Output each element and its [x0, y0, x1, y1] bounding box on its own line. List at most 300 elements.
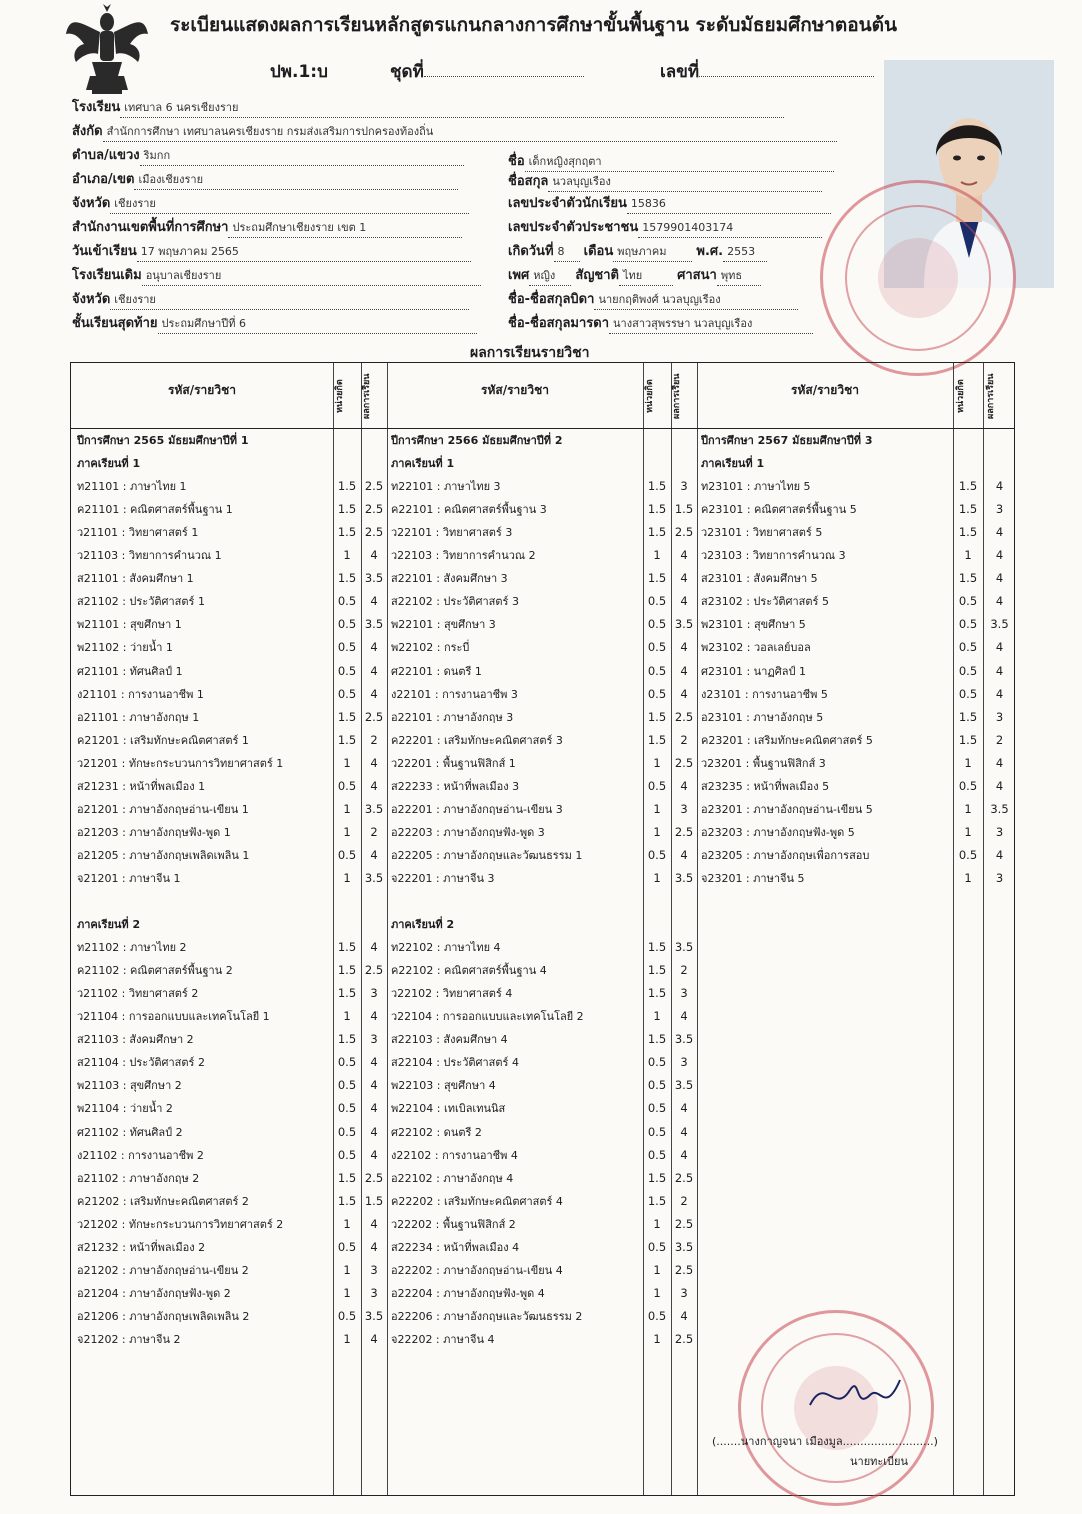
grade-cell: 4 [680, 1009, 688, 1024]
credit-cell: 1.5 [337, 502, 357, 517]
credit-cell: 1.5 [647, 1193, 667, 1208]
subject-cell: ส21103 : สังคมศึกษา 2 [77, 1033, 194, 1047]
subject-cell: จ21201 : ภาษาจีน 1 [77, 871, 181, 885]
previous-province-field: จังหวัด เชียงราย [72, 290, 469, 310]
enrollment-date-field: วันเข้าเรียน 17 พฤษภาคม 2565 [72, 242, 471, 262]
credit-cell: 0.5 [958, 663, 978, 678]
signature-icon [800, 1365, 920, 1425]
subject-cell: พ21101 : สุขศึกษา 1 [77, 618, 182, 632]
subject-cell: พ23102 : วอลเลย์บอล [701, 641, 811, 655]
grade-cell: 4 [680, 640, 688, 655]
grade-cell: 3 [370, 986, 378, 1001]
grade-cell: 4 [370, 640, 378, 655]
grade-cell: 2.5 [364, 525, 384, 540]
grade-cell: 2 [680, 732, 688, 747]
credit-column-header: หน่วยกิต [956, 379, 966, 413]
credit-cell: 1.5 [647, 479, 667, 494]
credit-cell: 1 [964, 870, 972, 885]
subject-cell: พ22101 : สุขศึกษา 3 [391, 618, 496, 632]
grade-cell: 2 [370, 732, 378, 747]
subject-cell: อ21206 : ภาษาอังกฤษเพลิดเพลิน 2 [77, 1309, 250, 1323]
subject-cell: ว21202 : ทักษะกระบวนการวิทยาศาสตร์ 2 [77, 1217, 284, 1231]
set-number-label: ชุดที่ [390, 62, 424, 82]
grade-cell: 4 [680, 847, 688, 862]
term-header: ภาคเรียนที่ 1 [391, 457, 455, 471]
subject-cell: ศ22102 : ดนตรี 2 [391, 1125, 482, 1139]
subject-cell: ว23201 : พื้นฐานฟิสิกส์ 3 [701, 756, 826, 770]
credit-cell: 1.5 [647, 709, 667, 724]
subject-cell: ส22234 : หน้าที่พลเมือง 4 [391, 1240, 520, 1254]
grade-cell: 4 [370, 594, 378, 609]
grade-cell: 4 [680, 1147, 688, 1162]
grade-cell: 1.5 [674, 502, 694, 517]
last-grade-field: ชั้นเรียนสุดท้าย ประถมศึกษาปีที่ 6 [72, 314, 477, 334]
grade-cell: 3 [680, 986, 688, 1001]
credit-cell: 1.5 [647, 525, 667, 540]
credit-cell: 1.5 [958, 571, 978, 586]
form-code: ปพ.1:บ [270, 62, 328, 82]
grade-cell: 3.5 [990, 801, 1009, 816]
credit-cell: 1 [343, 1331, 351, 1346]
subject-cell: ค21101 : คณิตศาสตร์พื้นฐาน 1 [77, 503, 233, 517]
grade-cell: 4 [995, 640, 1004, 655]
credit-cell: 0.5 [337, 594, 357, 609]
credit-cell: 0.5 [337, 1308, 357, 1323]
subject-cell: อ21201 : ภาษาอังกฤษอ่าน-เขียน 1 [77, 802, 249, 816]
education-office-field: สำนักงานเขตพื้นที่การศึกษา ประถมศึกษาเชียงราย เขต 1 [72, 218, 462, 238]
grade-cell: 4 [995, 755, 1004, 770]
credit-cell: 0.5 [337, 1147, 357, 1162]
subject-cell: ง22102 : การงานอาชีพ 4 [391, 1148, 518, 1162]
credit-cell: 1.5 [647, 986, 667, 1001]
sex-nationality-religion-field: เพศ หญิง สัญชาติ ไทย ศาสนา พุทธ [508, 266, 761, 286]
subject-cell: ว21103 : วิทยาการคำนวณ 1 [77, 549, 222, 563]
results-section-title: ผลการเรียนรายวิชา [470, 345, 590, 361]
grade-cell: 3 [370, 1262, 378, 1277]
subject-cell: ท23101 : ภาษาไทย 5 [701, 480, 811, 494]
grade-cell: 4 [680, 778, 688, 793]
grade-column-header: ผลการเรียน [986, 373, 996, 419]
subject-cell: พ22104 : เทเบิลเทนนิส [391, 1102, 506, 1116]
grade-cell: 3.5 [364, 571, 384, 586]
credit-cell: 1 [343, 824, 351, 839]
subject-cell: ง21102 : การงานอาชีพ 2 [77, 1148, 204, 1162]
credit-cell: 0.5 [647, 594, 667, 609]
birth-date-field: เกิดวันที่ 8 เดือน พฤษภาคม พ.ศ. 2553 [508, 242, 767, 262]
subject-column-header: รหัส/รายวิชา [168, 383, 236, 397]
grade-cell: 4 [680, 571, 688, 586]
grade-cell: 4 [370, 1331, 378, 1346]
credit-cell: 1 [343, 755, 351, 770]
subject-cell: ว22104 : การออกแบบและเทคโนโลยี 2 [391, 1010, 584, 1024]
subject-cell: ว21201 : ทักษะกระบวนการวิทยาศาสตร์ 1 [77, 756, 284, 770]
credit-cell: 1.5 [337, 963, 357, 978]
registrar-position: นายทะเบียน [850, 1455, 909, 1468]
grade-cell: 3 [370, 1032, 378, 1047]
credit-cell: 1.5 [647, 1170, 667, 1185]
grade-cell: 4 [680, 1124, 688, 1139]
grade-cell: 2.5 [364, 502, 384, 517]
credit-cell: 0.5 [958, 617, 978, 632]
grade-cell: 2 [370, 824, 378, 839]
subject-column-header: รหัส/รายวิชา [481, 383, 549, 397]
subject-cell: ว21102 : วิทยาศาสตร์ 2 [77, 987, 199, 1001]
credit-cell: 0.5 [647, 1078, 667, 1093]
credit-cell: 1 [653, 801, 661, 816]
grade-cell: 3.5 [364, 617, 384, 632]
credit-cell: 0.5 [337, 1101, 357, 1116]
term-header: ภาคเรียนที่ 1 [77, 457, 141, 471]
subject-cell: ส21231 : หน้าที่พลเมือง 1 [77, 779, 206, 793]
previous-school-field: โรงเรียนเดิม อนุบาลเชียงราย [72, 266, 481, 286]
credit-cell: 0.5 [647, 686, 667, 701]
subject-cell: ค23101 : คณิตศาสตร์พื้นฐาน 5 [701, 503, 857, 517]
grade-cell: 2.5 [674, 1331, 694, 1346]
term-header: ภาคเรียนที่ 2 [391, 918, 455, 932]
grade-cell: 4 [370, 778, 378, 793]
credit-cell: 1.5 [958, 479, 978, 494]
grade-cell: 2 [995, 732, 1004, 747]
credit-cell: 1 [343, 801, 351, 816]
student-surname-field: ชื่อสกุล นวลบุญเรือง [508, 172, 822, 192]
subject-cell: ส21232 : หน้าที่พลเมือง 2 [77, 1240, 206, 1254]
credit-cell: 1 [653, 1331, 661, 1346]
credit-cell: 0.5 [647, 1147, 667, 1162]
subject-cell: ค21202 : เสริมทักษะคณิตศาสตร์ 2 [77, 1194, 249, 1208]
credit-cell: 1 [653, 548, 661, 563]
subject-cell: อ22102 : ภาษาอังกฤษ 4 [391, 1171, 514, 1185]
grade-cell: 4 [995, 594, 1004, 609]
credit-cell: 0.5 [337, 847, 357, 862]
credit-cell: 1 [343, 870, 351, 885]
credit-cell: 1 [343, 1216, 351, 1231]
credit-cell: 0.5 [337, 1239, 357, 1254]
grade-cell: 2.5 [364, 1170, 384, 1185]
subject-cell: ว22103 : วิทยาการคำนวณ 2 [391, 549, 536, 563]
grade-cell: 2.5 [364, 963, 384, 978]
subject-cell: อ22201 : ภาษาอังกฤษอ่าน-เขียน 3 [391, 802, 563, 816]
grade-cell: 2.5 [364, 479, 384, 494]
credit-cell: 1.5 [647, 940, 667, 955]
credit-cell: 0.5 [337, 1055, 357, 1070]
credit-cell: 1 [653, 755, 661, 770]
subject-cell: อ23203 : ภาษาอังกฤษฟัง-พูด 5 [701, 825, 855, 839]
grade-cell: 2.5 [674, 1170, 694, 1185]
credit-cell: 1.5 [337, 709, 357, 724]
subject-cell: ส22102 : ประวัติศาสตร์ 3 [391, 595, 519, 609]
subject-cell: ศ21102 : ทัศนศิลป์ 2 [77, 1125, 183, 1139]
registrar-name: (.......นางกาญจนา เมืองมูล..........................) [712, 1435, 938, 1448]
credit-cell: 0.5 [958, 640, 978, 655]
grade-cell: 4 [370, 940, 378, 955]
subject-cell: อ21102 : ภาษาอังกฤษ 2 [77, 1171, 200, 1185]
subject-cell: ว21101 : วิทยาศาสตร์ 1 [77, 526, 199, 540]
grade-cell: 3.5 [674, 940, 694, 955]
grade-cell: 3.5 [674, 1078, 694, 1093]
credit-cell: 0.5 [647, 663, 667, 678]
subject-cell: ว22202 : พื้นฐานฟิสิกส์ 2 [391, 1217, 516, 1231]
subject-cell: ค23201 : เสริมทักษะคณิตศาสตร์ 5 [701, 733, 873, 747]
credit-cell: 1.5 [337, 1032, 357, 1047]
subject-cell: อ21101 : ภาษาอังกฤษ 1 [77, 710, 200, 724]
credit-cell: 0.5 [647, 778, 667, 793]
school-field: โรงเรียน เทศบาล 6 นครเชียงราย [72, 98, 784, 118]
subject-cell: อ22203 : ภาษาอังกฤษฟัง-พูด 3 [391, 825, 545, 839]
grade-cell: 3.5 [674, 1032, 694, 1047]
grade-column-header: ผลการเรียน [672, 373, 682, 419]
credit-cell: 1 [343, 1009, 351, 1024]
credit-cell: 1.5 [337, 479, 357, 494]
grade-cell: 3 [995, 709, 1004, 724]
subject-cell: พ22103 : สุขศึกษา 4 [391, 1079, 496, 1093]
credit-cell: 1.5 [958, 732, 978, 747]
credit-cell: 1.5 [337, 1193, 357, 1208]
subject-cell: ค22202 : เสริมทักษะคณิตศาสตร์ 4 [391, 1194, 563, 1208]
credit-cell: 1 [343, 1285, 351, 1300]
grade-cell: 4 [370, 755, 378, 770]
subject-cell: ส23235 : หน้าที่พลเมือง 5 [701, 779, 830, 793]
credit-cell: 0.5 [337, 1124, 357, 1139]
year-header: ปีการศึกษา 2565 มัธยมศึกษาปีที่ 1 [77, 434, 249, 447]
credit-cell: 1 [653, 1262, 661, 1277]
credit-cell: 1 [653, 1216, 661, 1231]
grade-cell: 4 [370, 1216, 378, 1231]
province-field: จังหวัด เชียงราย [72, 194, 469, 214]
subject-cell: ส21104 : ประวัติศาสตร์ 2 [77, 1056, 205, 1070]
subject-cell: จ21202 : ภาษาจีน 2 [77, 1332, 181, 1346]
credit-cell: 0.5 [337, 640, 357, 655]
grade-cell: 1.5 [364, 1193, 384, 1208]
subject-cell: อ21202 : ภาษาอังกฤษอ่าน-เขียน 2 [77, 1263, 249, 1277]
affiliation-field: สังกัด สำนักการศึกษา เทศบาลนครเชียงราย กรมส่งเสริมการปกครองท้องถิ่น [72, 122, 837, 142]
credit-cell: 0.5 [647, 1055, 667, 1070]
grade-cell: 4 [370, 1078, 378, 1093]
subject-cell: อ21204 : ภาษาอังกฤษฟัง-พูด 2 [77, 1286, 231, 1300]
grade-cell: 4 [680, 594, 688, 609]
credit-column-header: หน่วยกิต [335, 379, 345, 413]
subject-cell: พ21102 : ว่ายน้ำ 1 [77, 641, 173, 655]
credit-cell: 1.5 [647, 571, 667, 586]
grade-cell: 4 [995, 847, 1004, 862]
credit-cell: 0.5 [647, 1308, 667, 1323]
subject-cell: อ21205 : ภาษาอังกฤษเพลิดเพลิน 1 [77, 848, 250, 862]
credit-cell: 0.5 [337, 778, 357, 793]
grade-cell: 4 [995, 686, 1004, 701]
credit-cell: 0.5 [647, 617, 667, 632]
credit-cell: 1.5 [337, 940, 357, 955]
subject-cell: ท22102 : ภาษาไทย 4 [391, 941, 501, 955]
mother-name-field: ชื่อ-ชื่อสกุลมารดา นางสาวสุพรรษา นวลบุญเรือง [508, 314, 813, 334]
grade-cell: 4 [680, 1308, 688, 1323]
subject-cell: ศ22101 : ดนตรี 1 [391, 664, 482, 678]
subject-cell: ว22102 : วิทยาศาสตร์ 4 [391, 987, 513, 1001]
grade-cell: 4 [370, 686, 378, 701]
subject-cell: ศ23101 : นาฏศิลป์ 1 [701, 664, 806, 678]
school-seal-icon [820, 180, 1016, 376]
grade-cell: 4 [370, 1239, 378, 1254]
credit-cell: 0.5 [958, 594, 978, 609]
subject-cell: ส22104 : ประวัติศาสตร์ 4 [391, 1056, 519, 1070]
subject-cell: ค21102 : คณิตศาสตร์พื้นฐาน 2 [77, 964, 233, 978]
citizen-id-field: เลขประจำตัวประชาชน 1579901403174 [508, 218, 822, 238]
subject-cell: ท21102 : ภาษาไทย 2 [77, 941, 187, 955]
subject-cell: อ23205 : ภาษาอังกฤษเพื่อการสอบ [701, 848, 870, 862]
subject-cell: จ22202 : ภาษาจีน 4 [391, 1332, 495, 1346]
grade-cell: 2 [680, 963, 688, 978]
subdistrict-field: ตำบล/แขวง ริมกก [72, 146, 464, 166]
document-number-field [660, 58, 874, 85]
credit-cell: 1 [964, 801, 972, 816]
grade-cell: 2.5 [674, 709, 694, 724]
credit-cell: 1 [964, 755, 972, 770]
credit-cell: 1.5 [647, 1032, 667, 1047]
grade-cell: 4 [995, 548, 1004, 563]
term-header: ภาคเรียนที่ 2 [77, 918, 141, 932]
credit-cell: 0.5 [647, 847, 667, 862]
credit-cell: 1 [343, 1262, 351, 1277]
subject-cell: ส22103 : สังคมศึกษา 4 [391, 1033, 508, 1047]
grade-cell: 3 [680, 801, 688, 816]
grade-cell: 2.5 [674, 1262, 694, 1277]
subject-cell: ศ21101 : ทัศนศิลป์ 1 [77, 664, 183, 678]
subject-cell: พ21103 : สุขศึกษา 2 [77, 1079, 182, 1093]
grade-cell: 4 [370, 847, 378, 862]
grade-cell: 3.5 [990, 617, 1009, 632]
grade-cell: 4 [680, 1101, 688, 1116]
subject-cell: ส21102 : ประวัติศาสตร์ 1 [77, 595, 205, 609]
subject-cell: อ22206 : ภาษาอังกฤษและวัฒนธรรม 2 [391, 1309, 583, 1323]
subject-cell: พ21104 : ว่ายน้ำ 2 [77, 1102, 173, 1116]
subject-cell: ท21101 : ภาษาไทย 1 [77, 480, 187, 494]
credit-cell: 0.5 [337, 663, 357, 678]
grade-cell: 4 [370, 1101, 378, 1116]
grade-cell: 4 [370, 1147, 378, 1162]
subject-cell: ว22101 : วิทยาศาสตร์ 3 [391, 526, 513, 540]
grade-cell: 3 [995, 870, 1004, 885]
grade-cell: 4 [370, 548, 378, 563]
subject-cell: อ22205 : ภาษาอังกฤษและวัฒนธรรม 1 [391, 848, 583, 862]
credit-cell: 1.5 [647, 732, 667, 747]
credit-cell: 0.5 [647, 640, 667, 655]
grade-column-header: ผลการเรียน [362, 373, 372, 419]
credit-cell: 1.5 [958, 502, 978, 517]
set-number-field [390, 58, 584, 85]
subject-cell: ค22102 : คณิตศาสตร์พื้นฐาน 4 [391, 964, 547, 978]
subject-cell: อ21203 : ภาษาอังกฤษฟัง-พูด 1 [77, 825, 231, 839]
subject-cell: ง22101 : การงานอาชีพ 3 [391, 687, 518, 701]
grade-cell: 4 [370, 663, 378, 678]
grade-cell: 3.5 [364, 870, 384, 885]
grade-cell: 4 [995, 778, 1004, 793]
credit-cell: 1.5 [337, 1170, 357, 1185]
subject-cell: อ22204 : ภาษาอังกฤษฟัง-พูด 4 [391, 1286, 545, 1300]
credit-column-header: หน่วยกิต [645, 379, 655, 413]
credit-cell: 0.5 [647, 1101, 667, 1116]
credit-cell: 1 [343, 548, 351, 563]
subject-cell: ส23101 : สังคมศึกษา 5 [701, 572, 818, 586]
subject-cell: จ23201 : ภาษาจีน 5 [701, 871, 805, 885]
subject-cell: ส21101 : สังคมศึกษา 1 [77, 572, 194, 586]
grade-cell: 3 [680, 1285, 688, 1300]
credit-cell: 1.5 [647, 963, 667, 978]
grade-cell: 3.5 [364, 1308, 384, 1323]
subject-cell: พ23101 : สุขศึกษา 5 [701, 618, 806, 632]
credit-cell: 1 [964, 824, 972, 839]
credit-cell: 0.5 [647, 1124, 667, 1139]
subject-cell: ง21101 : การงานอาชีพ 1 [77, 687, 204, 701]
grade-cell: 4 [370, 1055, 378, 1070]
grade-cell: 2.5 [674, 1216, 694, 1231]
student-name-field: ชื่อ เด็กหญิงสุกฤตา [508, 152, 834, 172]
credit-cell: 1.5 [337, 986, 357, 1001]
subject-cell: อ23201 : ภาษาอังกฤษอ่าน-เขียน 5 [701, 802, 873, 816]
grade-cell: 4 [995, 663, 1004, 678]
credit-cell: 1 [653, 1285, 661, 1300]
credit-cell: 1 [653, 824, 661, 839]
grade-cell: 2.5 [674, 824, 694, 839]
subject-cell: อ23101 : ภาษาอังกฤษ 5 [701, 710, 824, 724]
subject-cell: ค21201 : เสริมทักษะคณิตศาสตร์ 1 [77, 733, 249, 747]
grade-cell: 4 [680, 548, 688, 563]
grade-cell: 2.5 [364, 709, 384, 724]
grade-cell: 4 [995, 479, 1004, 494]
grade-cell: 3.5 [364, 801, 384, 816]
year-header: ปีการศึกษา 2567 มัธยมศึกษาปีที่ 3 [701, 434, 873, 447]
father-name-field: ชื่อ-ชื่อสกุลบิดา นายกฤติพงศ์ นวลบุญเรือง [508, 290, 798, 310]
subject-cell: ว22201 : พื้นฐานฟิสิกส์ 1 [391, 756, 516, 770]
grade-cell: 3 [995, 824, 1004, 839]
grade-cell: 3 [680, 1055, 688, 1070]
grade-cell: 3 [995, 502, 1004, 517]
grade-cell: 3.5 [674, 870, 694, 885]
credit-cell: 1.5 [958, 525, 978, 540]
student-id-field: เลขประจำตัวนักเรียน 15836 [508, 194, 831, 214]
credit-cell: 1 [653, 870, 661, 885]
grade-cell: 3 [370, 1285, 378, 1300]
grade-cell: 4 [370, 1009, 378, 1024]
subject-cell: ว23101 : วิทยาศาสตร์ 5 [701, 526, 823, 540]
credit-cell: 1.5 [958, 709, 978, 724]
grade-cell: 3.5 [674, 1239, 694, 1254]
grade-cell: 2 [680, 1193, 688, 1208]
credit-cell: 0.5 [958, 686, 978, 701]
grade-cell: 2.5 [674, 755, 694, 770]
grade-cell: 4 [680, 663, 688, 678]
subject-cell: ค22101 : คณิตศาสตร์พื้นฐาน 3 [391, 503, 547, 517]
credit-cell: 1 [653, 1009, 661, 1024]
document-number-label: เลขที่ [660, 62, 700, 82]
grade-cell: 3.5 [674, 617, 694, 632]
year-header: ปีการศึกษา 2566 มัธยมศึกษาปีที่ 2 [391, 434, 563, 447]
grade-cell: 4 [995, 571, 1004, 586]
district-field: อำเภอ/เขต เมืองเชียงราย [72, 170, 458, 190]
subject-cell: พ22102 : กระบี่ [391, 641, 470, 655]
subject-cell: จ22201 : ภาษาจีน 3 [391, 871, 495, 885]
credit-cell: 0.5 [958, 847, 978, 862]
subject-cell: ง23101 : การงานอาชีพ 5 [701, 687, 828, 701]
subject-cell: ส23102 : ประวัติศาสตร์ 5 [701, 595, 829, 609]
grade-cell: 4 [995, 525, 1004, 540]
subject-cell: ท22101 : ภาษาไทย 3 [391, 480, 501, 494]
document-title: ระเบียนแสดงผลการเรียนหลักสูตรแกนกลางการศึกษาขั้นพื้นฐาน ระดับมัธยมศึกษาตอนต้น [170, 14, 897, 36]
credit-cell: 0.5 [647, 1239, 667, 1254]
credit-cell: 0.5 [337, 617, 357, 632]
credit-cell: 1.5 [647, 502, 667, 517]
garuda-emblem-icon [62, 4, 152, 96]
credit-cell: 1.5 [337, 732, 357, 747]
subject-column-header: รหัส/รายวิชา [791, 383, 859, 397]
grade-cell: 4 [370, 1124, 378, 1139]
